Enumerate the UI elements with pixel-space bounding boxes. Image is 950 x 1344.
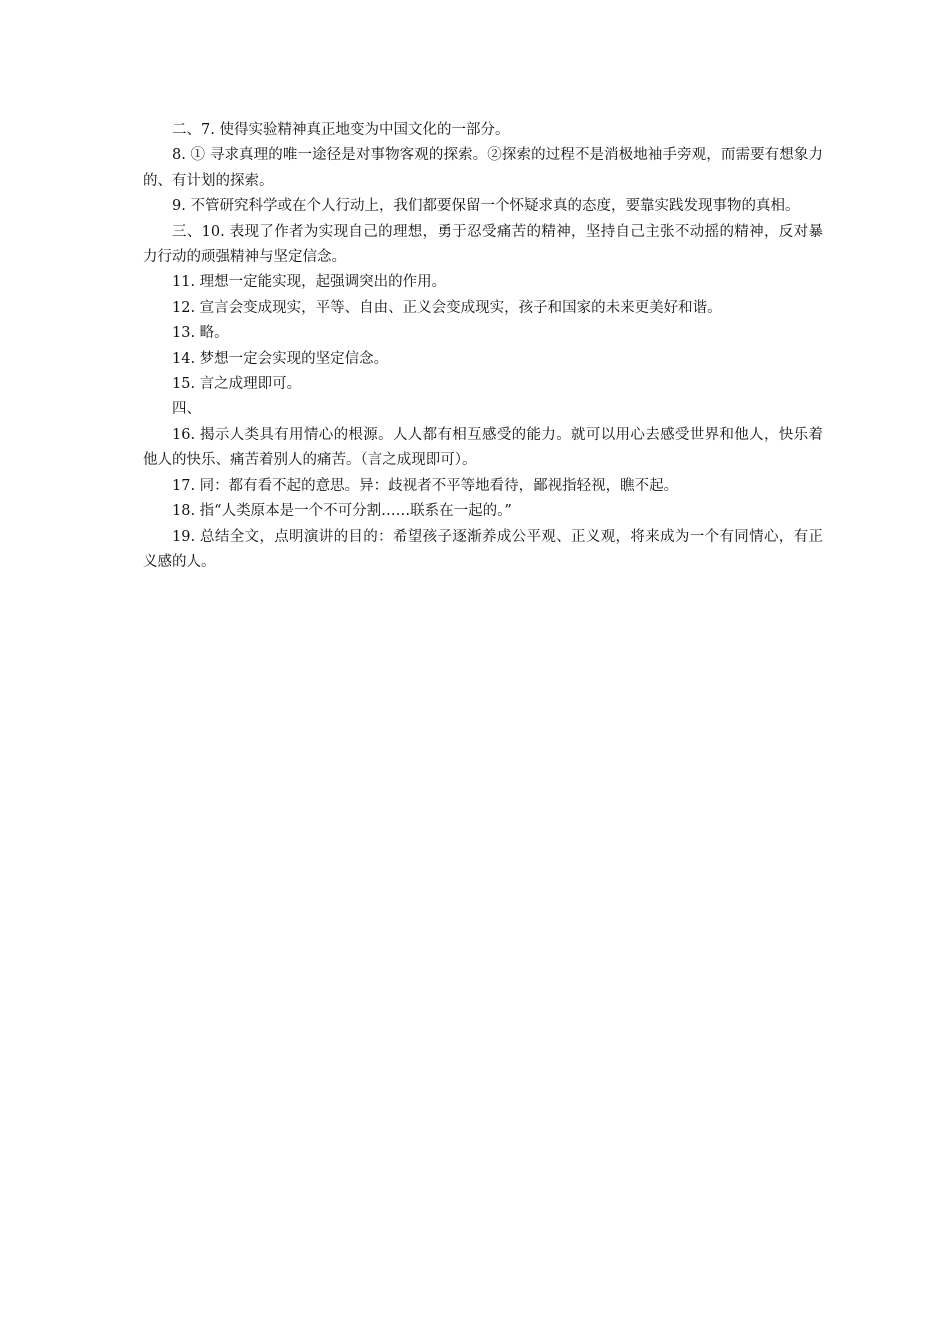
- answer-item-14: 14. 梦想一定会实现的坚定信念。: [172, 350, 389, 367]
- answer-item-8: 8. ① 寻求真理的唯一途径是对事物客观的探索。②探索的过程不是消极地袖手旁观，而需要有想象力的、有计划的探索。: [143, 147, 823, 189]
- answer-item-18: 18. 指“人类原本是一个不可分割……联系在一起的。”: [172, 503, 512, 520]
- answer-item-9: 9. 不管研究科学或在个人行动上，我们都要保留一个怀疑求真的态度，要靠实践发现事物的真相。: [172, 198, 800, 215]
- answer-item-12: 12. 宣言会变成现实，平等、自由、正义会变成现实，孩子和国家的未来更美好和谐。: [172, 299, 722, 316]
- answer-section-2-item-7: 二、7. 使得实验精神真正地变为中国文化的一部分。: [172, 122, 510, 138]
- answer-item-11: 11. 理想一定能实现，起强调突出的作用。: [172, 274, 447, 291]
- answer-document: [143, 118, 823, 575]
- answer-item-13: 13. 略。: [172, 325, 229, 342]
- answer-item-17: 17. 同：都有看不起的意思。异：歧视者不平等地看待，鄙视指轻视，瞧不起。: [172, 477, 679, 494]
- answer-item-16: 16. 揭示人类具有用情心的根源。人人都有相互感受的能力。就可以用心去感受世界和他人，快乐着他人的快乐、痛苦着别人的痛苦。（言之成现即可）。: [143, 426, 823, 469]
- section-heading-4: 四、: [172, 401, 201, 418]
- answer-item-15: 15. 言之成理即可。: [172, 376, 302, 393]
- answer-section-3-item-10: 三、10. 表现了作者为实现自己的理想，勇于忍受痛苦的精神，坚持自己主张不动摇的精神，反对暴力行动的顽强精神与坚定信念。: [143, 223, 823, 266]
- answer-item-19: 19. 总结全文，点明演讲的目的：希望孩子逐渐养成公平观、正义观，将来成为一个有同情心，有正义感的人。: [143, 528, 823, 570]
